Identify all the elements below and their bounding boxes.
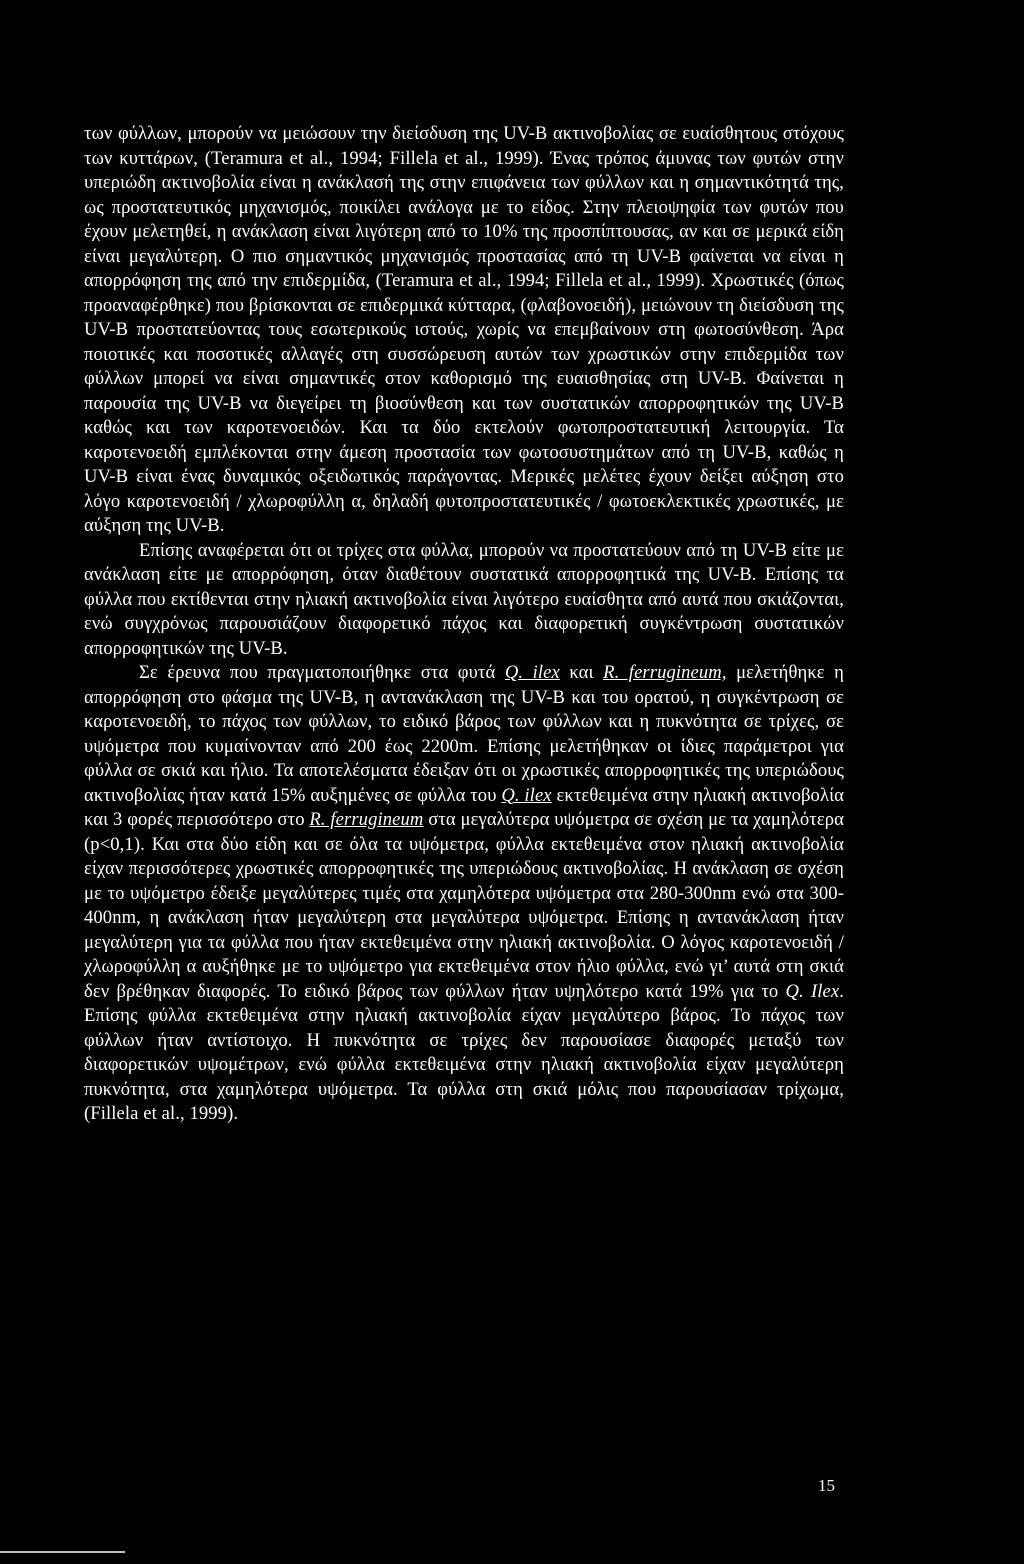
species-name: Q. ilex [504,662,560,683]
paragraph-text: . Επίσης φύλλα εκτεθειμένα στην ηλιακή ακτινοβολία είχαν μεγαλύτερο βάρος. Το πάχος των φύλλων ήταν αντίστοιχο. Η πυκνότητα σε τρίχες δεν παρουσίασε διαφορές μεταξύ των διαφορετικών υψομέτρων, ενώ φύλλα εκτεθειμένα στην ηλιακή ακτινοβολία είχαν μεγαλύτερη πυκνότητα, στα χαμηλότερα υψόμετρα. Τα φύλλα στη σκιά μόλις που παρουσίασαν τρίχωμα, (Fillela et al., 1999). [84,980,844,1124]
species-name: Q. Ilex [785,980,840,1002]
paragraph [84,661,844,1127]
species-name: Q. ilex [501,784,552,806]
document-body [84,122,844,1127]
paragraph-text: στα μεγαλύτερα υψόμετρα σε σχέση με τα χαμηλότερα (p<0,1). Και στα δύο είδη και σε όλα τα υψόμετρα, φύλλα εκτεθειμένα στον ηλιακή ακτινοβολία είχαν περισσότερες χρωστικές απορροφητικές της υπεριώδους ακτινοβολίας. Η ανάκλαση σε σχέση με το υψόμετρο έδειξε μεγαλύτερες τιμές στα χαμηλότερα υψόμετρα στα 280-300nm ενώ στα 300-400nm, η ανάκλαση ήταν μεγαλύτερη στα μεγαλύτερα υψόμετρα. Επίσης η αντανάκλαση ήταν μεγαλύτερη για τα φύλλα που ήταν εκτεθειμένα στην ηλιακή ακτινοβολία. Ο λόγος καροτενοειδή / χλωροφύλλη α αυξήθηκε με το υψόμετρο για εκτεθειμένα στον ήλιο φύλλα, ενώ γι’ αυτά στη σκιά δεν βρέθηκαν διαφορές. Το ειδικό βάρος των φύλλων ήταν υψηλότερο κατά 19% για το [84,809,844,1002]
species-name: R. ferrugineum [309,809,424,830]
paragraph: Επίσης αναφέρεται ότι οι τρίχες στα φύλλα, μπορούν να προστατεύουν από τη UV-B είτε με ανάκλαση είτε με απορρόφηση, όταν διαθέτουν συστατικά απορροφητικά της UV-B. Επίσης τα φύλλα που εκτίθενται στην ηλιακή ακτινοβολία είναι λιγότερο ευαίσθητα από αυτά που σκιάζονται, ενώ συγχρόνως παρουσιάζουν διαφορετικό πάχος και διαφορετική συγκέντρωση συστατικών απορροφητικών της UV-B. [84,539,844,659]
paragraph: των φύλλων, μπορούν να μειώσουν την διείσδυση της UV-B ακτινοβολίας σε ευαίσθητους στόχους των κυττάρων, (Teramura et al., 1994; Fillela et al., 1999). Ένας τρόπος άμυνας των φυτών στην υπεριώδη ακτινοβολία είναι η ανάκλασή της στην επιφάνεια των φύλλων και η σημαντικότητά της, ως προστατευτικός μηχανισμός, ποικίλει ανάλογα με το είδος. Στην πλειοψηφία των φυτών που έχουν μελετηθεί, η ανάκλαση είναι λιγότερη από το 10% της προσπίπτουσας, αν και σε μερικά είδη είναι μεγαλύτερη. Ο πιο σημαντικός μηχανισμός προστασίας από τη UV-B φαίνεται να είναι η απορρόφηση της από την επιδερμίδα, (Teramura et al., 1994; Fillela et al., 1999). Χρωστικές (όπως προαναφέρθηκε) που βρίσκονται σε επιδερμικά κύτταρα, (φλαβονοειδή), μειώνουν τη διείσδυση της UV-B προστατεύοντας τους εσωτερικούς ιστούς, χωρίς να επεμβαίνουν στη φωτοσύνθεση. Άρα ποιοτικές και ποσοτικές αλλαγές στη συσσώρευση αυτών των χρωστικών στην επιδερμίδα των φύλλων μπορεί να είναι σημαντικές στον καθορισμό της ευαισθησίας στη UV-B. Φαίνεται η παρουσία της UV-B να διεγείρει τη βιοσύνθεση και των συστατικών απορροφητικών της UV-B καθώς και των καροτενοειδών. Και τα δύο εκτελούν φωτοπροστατευτική λειτουργία. Τα καροτενοειδή εμπλέκονται στην άμεση προστασία των φωτοσυστημάτων από τη UV-B, καθώς η UV-B είναι ένας δυναμικός οξειδωτικός παράγοντας. Μερικές μελέτες έχουν δείξει αύξηση στο λόγο καροτενοειδή / χλωροφύλλη α, δηλαδή φυτοπροστατευτικές / φωτοεκλεκτικές χρωστικές, με αύξηση της UV-B. [84,123,844,536]
footer-rule [0,1551,125,1553]
paragraph-text: μελετήθηκε η απορρόφηση στο φάσμα της UV-B, η αντανάκλαση της UV-B και του ορατού, η συγκέντρωση σε καροτενοειδή, το πάχος των φύλλων, το ειδικό βάρος των φύλλων και η πυκνότητα σε τρίχες, σε υψόμετρα που κυμαίνονταν από 200 έως 2200m. Επίσης μελετήθηκαν οι ίδιες παράμετροι για φύλλα σε σκιά και ήλιο. Τα αποτελέσματα έδειξαν ότι οι χρωστικές απορροφητικές της υπεριώδους ακτινοβολίας ήταν κατά 15% αυξημένες σε φύλλα του [84,662,845,806]
paragraph-text: και [559,662,604,683]
paragraph-text: Σε έρευνα που πραγματοποιήθηκε στα φυτά [139,662,505,683]
paragraph-text: εκτεθειμένα στην ηλιακή ακτινοβολία και 3 φορές περισσότερο στο [84,784,845,830]
page-number: 15 [818,1476,835,1495]
species-name: R. ferrugineum, [603,662,727,683]
